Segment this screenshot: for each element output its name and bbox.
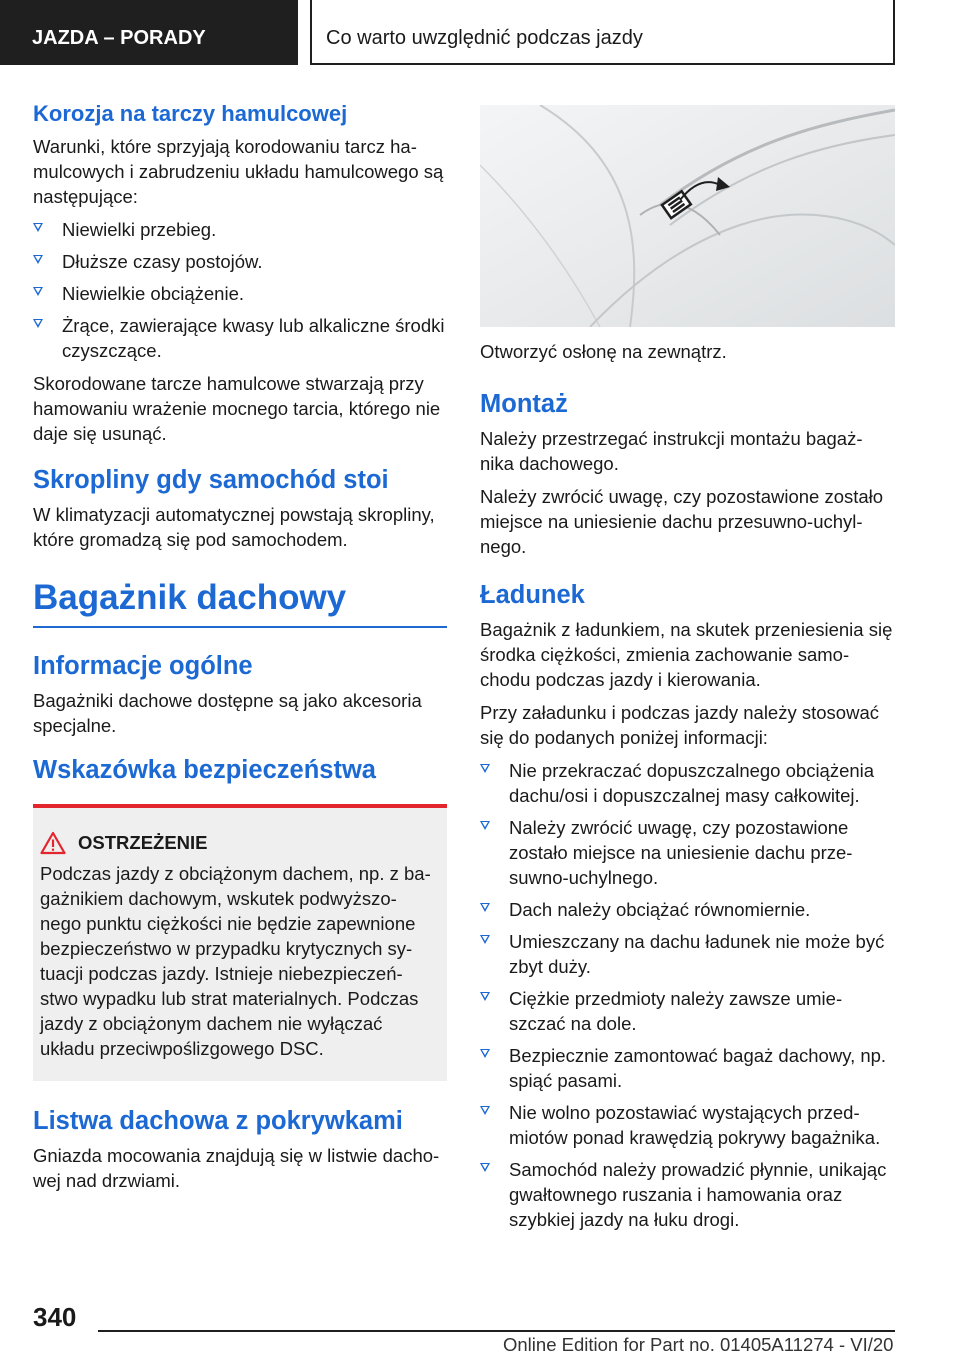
warning-label: OSTRZEŻENIE [78,832,208,853]
roof-strip-text: Gniazda mocowania znajdują się w listwie dacho- wej nad drzwiami. [33,1145,440,1191]
warning-box [33,804,447,1081]
heading-mounting: Montaż [480,390,568,418]
roof-cover-drawing [480,105,895,327]
list-item: Niewielki przebieg. [33,217,447,242]
figure-caption: Otworzyć osłonę na zewnątrz. [480,341,727,362]
list-item: Nie przekraczać dopuszczalnego obciążenia dachu/osi i dopuszczalnej masy całkowitej. [480,758,895,808]
triangle-bullet-icon [480,903,490,912]
load-list [480,758,895,1232]
condensate-text: W klimatyzacji automatycznej powstają skropliny, które gromadzą się pod samochodem. [33,504,435,550]
list-item: Umieszczany na dachu ładunek nie może być zbyt duży. [480,929,895,979]
load-text-2: Przy załadunku i podczas jazdy należy stosować się do podanych poniżej informacji: [480,702,879,748]
heading-safety-note: Wskazówka bezpieczeństwa [33,756,376,784]
general-info-text: Bagażniki dachowe dostępne są jako akcesoria specjalne. [33,690,422,736]
heading-brake-corrosion: Korozja na tarczy hamulcowej [33,101,348,126]
triangle-bullet-icon [33,319,43,328]
triangle-bullet-icon [480,821,490,830]
brake-corrosion-list [33,217,447,363]
heading-general-info: Informacje ogólne [33,652,253,680]
load-text-1: Bagażnik z ładunkiem, na skutek przeniesienia się środka ciężkości, zmienia zachowanie samo- chodu podczas jazdy i kierowania. [480,619,893,690]
triangle-bullet-icon [480,1049,490,1058]
list-item: Żrące, zawierające kwasy lub alkaliczne środki czyszczące. [33,313,447,363]
edition-note: Online Edition for Part no. 01405A11274 - VI/20 [503,1334,894,1355]
mounting-text-2: Należy zwrócić uwagę, czy pozostawione zostało miejsce na uniesienie dachu przesuwno-uchyl- nego. [480,486,884,557]
chapter-title: Co warto uwzględnić podczas jazdy [310,0,895,65]
page-number: 340 [33,1302,77,1332]
triangle-bullet-icon [33,223,43,232]
heading-condensate: Skropliny gdy samochód stoi [33,466,389,494]
heading-roof-rack: Bagażnik dachowy [33,576,447,628]
list-item: Dach należy obciążać równomiernie. [480,897,895,922]
brake-corrosion-intro: Warunki, które sprzyjają korodowaniu tarcz ha- mulcowych i zabrudzeniu układu hamulcowego są następujące: [33,136,444,207]
brake-corrosion-outro: Skorodowane tarcze hamulcowe stwarzają przy hamowaniu wrażenie mocnego tarcia, którego nie daje się usunąć. [33,373,441,444]
footer-divider [98,1330,895,1332]
list-item: Należy zwrócić uwagę, czy pozostawione zostało miejsce na uniesienie dachu prze- suwno-uchylnego. [480,815,895,890]
warning-triangle-icon [40,831,66,855]
triangle-bullet-icon [480,764,490,773]
list-item: Nie wolno pozostawiać wystających przed- miotów ponad krawędzią pokrywy bagażnika. [480,1100,895,1150]
triangle-bullet-icon [33,255,43,264]
list-item: Dłuższe czasy postojów. [33,249,447,274]
roof-cover-illustration [480,105,895,327]
heading-roof-strip: Listwa dachowa z pokrywkami [33,1107,403,1135]
list-item: Bezpiecznie zamontować bagaż dachowy, np. spiąć pasami. [480,1043,895,1093]
right-column [480,105,895,1240]
list-item: Samochód należy prowadzić płynnie, unikając gwałtownego ruszania i hamowania oraz szybkiej jazdy na łuku drogi. [480,1157,895,1232]
warning-header [40,830,439,855]
section-tab: JAZDA – PORADY [0,0,298,65]
list-item: Ciężkie przedmioty należy zawsze umie- szczać na dole. [480,986,895,1036]
left-column [33,100,447,1201]
mounting-text-1: Należy przestrzegać instrukcji montażu bagaż- nika dachowego. [480,428,863,474]
warning-text: Podczas jazdy z obciążonym dachem, np. z ba- gażnikiem dachowym, wskutek podwyższo- nego punktu ciężkości nie będzie zapewnione bezpieczeństwo w przypadku krytycznych sy- tuacji podczas jazdy. Istnieje niebezpieczeń- stwo wypadku lub strat materialnych. Podczas jazdy z obciążonym dachem nie wyłączać układu przeciwpoślizgowego DSC. [40,863,431,1059]
triangle-bullet-icon [480,992,490,1001]
triangle-bullet-icon [480,935,490,944]
heading-load: Ładunek [480,581,585,609]
triangle-bullet-icon [33,287,43,296]
triangle-bullet-icon [480,1163,490,1172]
triangle-bullet-icon [480,1106,490,1115]
list-item: Niewielkie obciążenie. [33,281,447,306]
